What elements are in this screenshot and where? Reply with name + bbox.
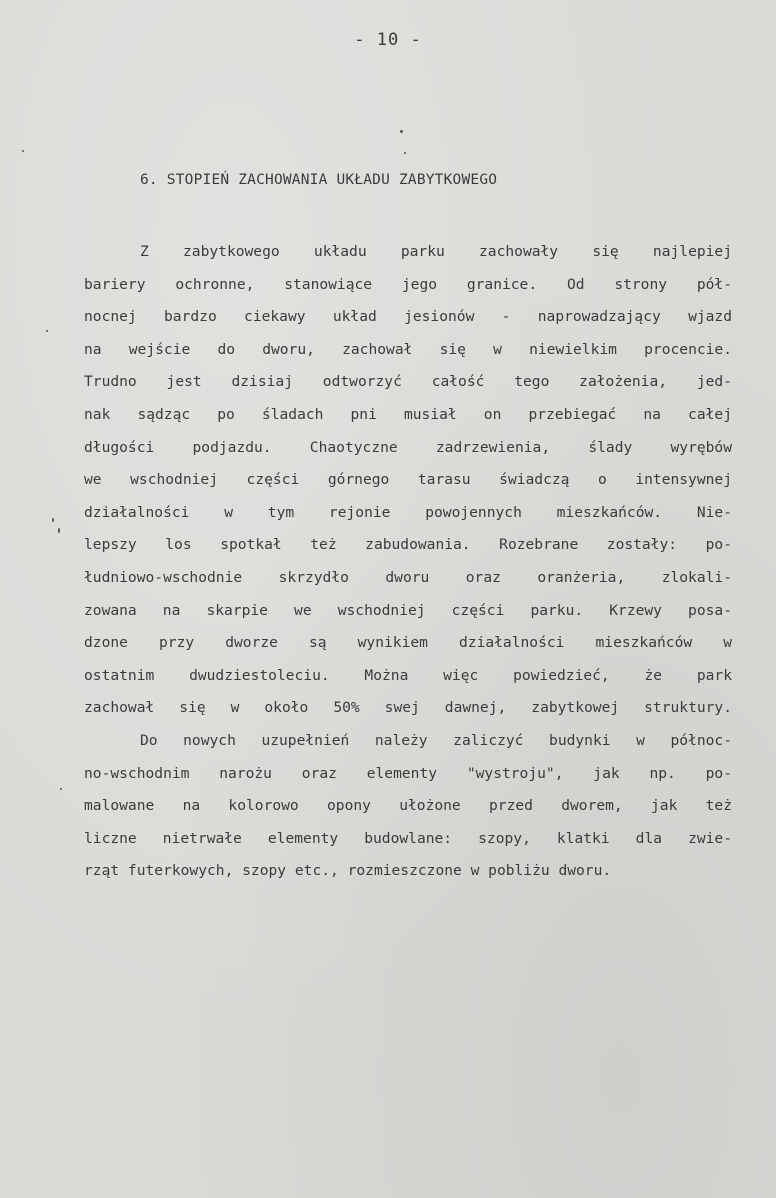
scan-speck [22,150,24,152]
page-number: - 10 - [354,30,422,50]
scan-speck [46,330,48,332]
scan-speck [404,152,406,154]
text-line: łudniowo-wschodnie skrzydło dworu oraz oranżeria, zlokali- [84,568,732,586]
text-line: ostatnim dwudziestoleciu. Można więc powiedzieć, że park [84,666,732,684]
text-line: rząt futerkowych, szopy etc., rozmieszczone w pobliżu dworu. [84,862,612,880]
text-line: Do nowych uzupełnień należy zaliczyć budynki w północ- [140,731,732,749]
text-line: lepszy los spotkał też zabudowania. Rozebrane zostały: po- [84,536,732,554]
text-line: Z zabytkowego układu parku zachowały się najlepiej [140,243,732,260]
text-line: Trudno jest dzisiaj odtworzyć całość tego założenia, jed- [84,373,732,391]
body-text [84,236,744,888]
text-line: bariery ochronne, stanowiące jego granice. Od strony pół- [84,275,732,293]
text-line: długości podjazdu. Chaotyczne zadrzewienia, ślady wyrębów [84,438,732,456]
text-line: nocnej bardzo ciekawy układ jesionów - naprowadzający wjazd [84,308,732,326]
text-line: no-wschodnim narożu oraz elementy "wystroju", jak np. po- [84,764,732,782]
text-line: malowane na kolorowo opony ułożone przed dworem, jak też [84,797,732,815]
text-line: na wejście do dworu, zachował się w niewielkim procencie. [84,340,732,358]
text-line: nak sądząc po śladach pni musiał on przebiegać na całej [84,405,732,423]
text-line: działalności w tym rejonie powojennych mieszkańców. Nie- [84,503,732,521]
scan-speck [60,788,62,790]
text-line: liczne nietrwałe elementy budowlane: szopy, klatki dla zwie- [84,829,732,847]
scan-speck [52,518,54,522]
section-heading: 6. STOPIEŃ ZACHOWANIA UKŁADU ZABYTKOWEGO [140,172,498,188]
text-line: zowana na skarpie we wschodniej części parku. Krzewy posa- [84,601,732,619]
scan-speck [58,528,60,533]
text-line: dzone przy dworze są wynikiem działalności mieszkańców w [84,634,732,652]
scan-speck [400,130,403,133]
text-line: zachował się w około 50% swej dawnej, zabytkowej struktury. [84,699,732,717]
text-line: we wschodniej części górnego tarasu świadczą o intensywnej [84,471,732,489]
